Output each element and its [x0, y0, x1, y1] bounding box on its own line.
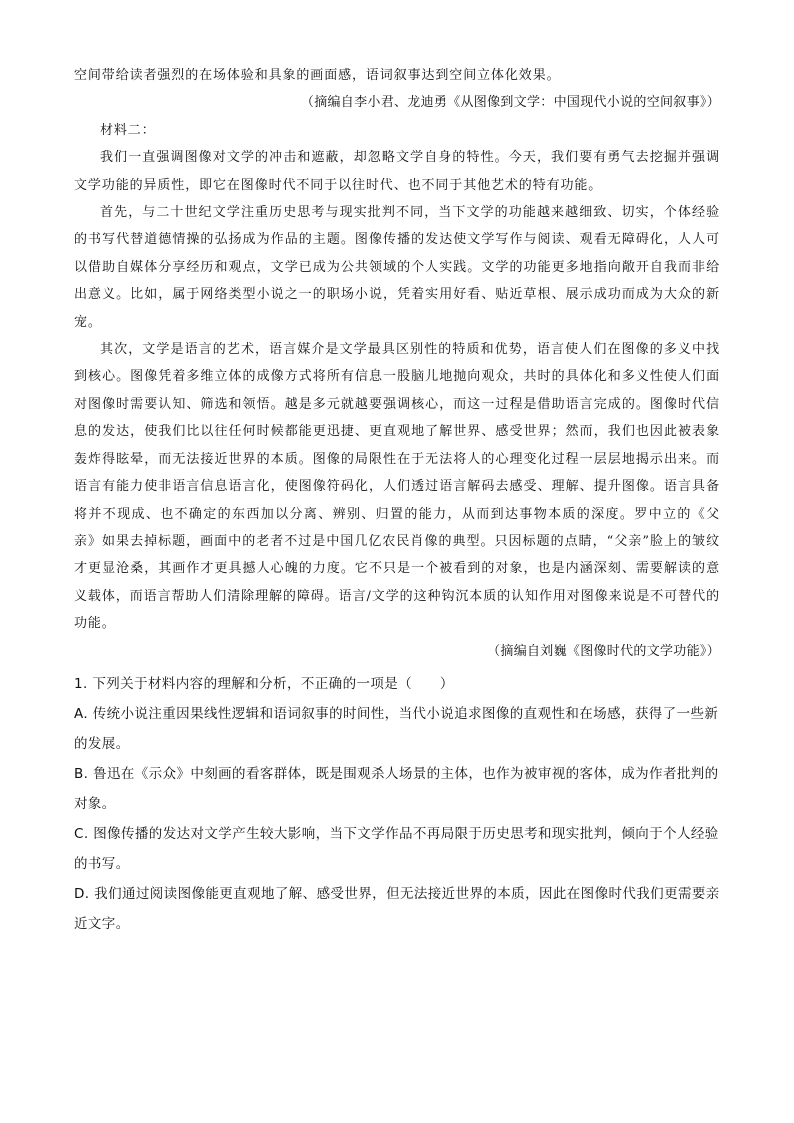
option-b[interactable]: B. 鲁迅在《示众》中刻画的看客群体，既是围观杀人场景的主体，也作为被审视的客体，成为作者批判的对象。 — [74, 765, 719, 812]
option-a[interactable]: A. 传统小说注重因果线性逻辑和语词叙事的时间性，当代小说追求图像的直观性和在场感，获得了一些新的发展。 — [74, 705, 719, 752]
question-stem: 1. 下列关于材料内容的理解和分析，不正确的一项是（ ） — [74, 675, 454, 692]
material1-tail: 空间带给读者强烈的在场体验和具象的画面感，语词叙事达到空间立体化效果。 — [74, 68, 561, 83]
material1-source: （摘编自李小君、龙迪勇《从图像到文学：中国现代小说的空间叙事》） — [300, 95, 720, 111]
document-page — [74, 62, 720, 939]
material2-heading: 材料二： — [100, 122, 156, 138]
material2-paragraph: 首先，与二十世纪文学注重历史思考与现实批判不同，当下文学的功能越来越细致、切实，个体经验的书写代替道德情操的弘扬成为作品的主题。图像传播的发达使文学写作与阅读、观看无障碍化，人人可以借助自媒体分享经历和观点，文学已成为公共领域的个人实践。文学的功能更多地指向敞开自我而非给出意义。比如，属于网络类型小说之一的职场小说，凭着实用好看、贴近草根、展示成功而成为大众的新宠。 — [74, 205, 720, 330]
option-d[interactable]: D. 我们通过阅读图像能更直观地了解、感受世界，但无法接近世界的本质，因此在图像时代我们更需要亲近文字。 — [74, 885, 720, 932]
material2-paragraph: 我们一直强调图像对文学的冲击和遮蔽，却忽略文学自身的特性。今天，我们要有勇气去挖掘并强调文学功能的异质性，即它在图像时代不同于以往时代、也不同于其他艺术的特有功能。 — [74, 150, 720, 193]
material2-paragraph: 其次，文学是语言的艺术，语言媒介是文学最具区别性的特质和优势，语言使人们在图像的多义中找到核心。图像凭着多维立体的成像方式将所有信息一股脑儿地抛向观众，共时的具体化和多义性使人们面对图像时需要认知、筛选和领悟。越是多元就越要强调核心，而这一过程是借助语言完成的。图像时代信息的发达，使我们比以往任何时候都能更迅捷、更直观地了解世界、感受世界；然而，我们也因此被表象轰炸得眩晕，而无法接近世界的本质。图像的局限性在于无法将人的心理变化过程一层层地揭示出来。而语言有能力使非语言信息语言化，使图像符码化，人们透过语言解码去感受、理解、提升图像。语言具备将并不现成、也不确定的东西加以分离、辨别、归置的能力，从而到达事物本质的深度。罗中立的《父亲》如果去掉标题，画面中的老者不过是中国几亿农民肖像的典型。只因标题的点睛，“父亲”脸上的皱纹才更显沧桑，其画作才更具撼人心魄的力度。它不只是一个被看到的对象，也是内涵深刻、需要解读的意义载体，而语言帮助人们清除理解的障碍。语言/文学的这种钩沉本质的认知作用对图像来说是不可替代的功能。 — [74, 342, 720, 632]
question-block — [74, 669, 720, 939]
material2-source: （摘编自刘巍《图像时代的文学功能》） — [487, 643, 720, 659]
option-c[interactable]: C. 图像传播的发达对文学产生较大影响，当下文学作品不再局限于历史思考和现实批判，倾向于个人经验的书写。 — [74, 825, 719, 872]
